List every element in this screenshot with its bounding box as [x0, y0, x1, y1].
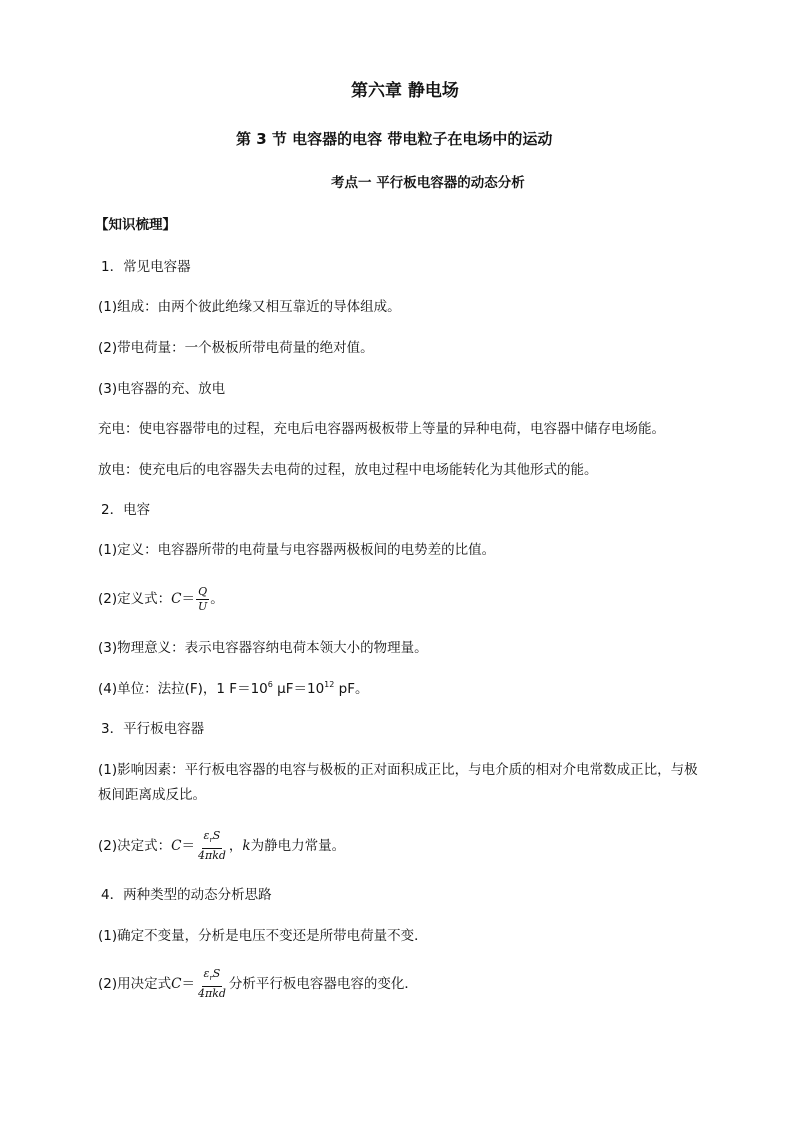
paragraph: 放电：使充电后的电容器失去电荷的过程，放电过程中电场能转化为其他形式的能。: [98, 462, 598, 478]
section-4-heading: 4．两种类型的动态分析思路: [101, 887, 272, 903]
formula-suffix: 分析平行板电容器电容的变化．: [228, 976, 418, 992]
definition-formula-line: [98, 581, 224, 617]
knowledge-heading: 【知识梳理】: [95, 217, 176, 233]
equals-sign: ＝: [181, 838, 195, 854]
paragraph: (3)电容器的充、放电: [98, 381, 226, 397]
formula-suffix: 。: [210, 591, 224, 607]
formula-lhs: C: [171, 976, 182, 992]
formula-suffix: 为静电力常量。: [250, 838, 346, 854]
paragraph: 充电：使电容器带电的过程，充电后电容器两极板带上等量的异种电荷，电容器中储存电场能。: [98, 421, 665, 437]
paragraph: (3)物理意义：表示电容器容纳电荷本领大小的物理量。: [98, 640, 428, 656]
fraction: [196, 830, 228, 861]
paragraph: (1)影响因素：平行板电容器的电容与极板的正对面积成正比，与电介质的相对介电常数成正比，与极: [98, 762, 698, 778]
units-prefix: (4)单位：法拉(F)，1 F＝10: [98, 681, 268, 697]
chapter-title: 第六章 静电场: [351, 81, 459, 101]
units-mid: μF＝10: [272, 681, 325, 697]
constant-symbol: k: [242, 838, 251, 854]
fraction-numerator: Q: [198, 584, 208, 598]
units-suffix: pF。: [334, 681, 369, 697]
equals-sign: ＝: [181, 976, 195, 992]
fraction: [196, 586, 209, 613]
section-title: 第 3 节 电容器的电容 带电粒子在电场中的运动: [236, 130, 553, 148]
formula-lhs: C: [171, 838, 182, 854]
fraction-numerator: $\varepsilon_rS$: [202, 830, 223, 848]
formula-label: (2)用决定式: [98, 976, 172, 992]
formula-label: (2)决定式：: [98, 838, 172, 854]
paragraph: 板间距离成反比。: [98, 787, 206, 803]
units-line: [98, 680, 369, 698]
fraction-denominator: 4πkd: [197, 986, 226, 1000]
analysis-formula-line: [98, 966, 418, 1002]
section-3-heading: 3．平行板电容器: [101, 721, 205, 737]
formula-lhs: C: [171, 591, 182, 607]
fraction-denominator: U: [197, 599, 208, 613]
fraction: [196, 968, 228, 999]
fraction-denominator: 4πkd: [197, 848, 226, 862]
fraction-numerator: $\varepsilon_rS$: [202, 968, 223, 986]
section-2-heading: 2．电容: [101, 502, 151, 518]
paragraph: (2)带电荷量：一个极板所带电荷量的绝对值。: [98, 340, 374, 356]
exponent: 6: [267, 680, 273, 689]
topic-title: 考点一 平行板电容器的动态分析: [331, 175, 525, 191]
formula-label: (2)定义式：: [98, 591, 172, 607]
exponent: 12: [324, 680, 335, 689]
determination-formula-line: [98, 828, 345, 864]
paragraph: (1)组成：由两个彼此绝缘又相互靠近的导体组成。: [98, 299, 401, 315]
paragraph: (1)确定不变量，分析是电压不变还是所带电荷量不变．: [98, 928, 428, 944]
paragraph: (1)定义：电容器所带的电荷量与电容器两极板间的电势差的比值。: [98, 542, 496, 558]
formula-comma: ，: [228, 838, 243, 854]
section-1-heading: 1．常见电容器: [101, 259, 191, 275]
equals-sign: ＝: [181, 591, 195, 607]
